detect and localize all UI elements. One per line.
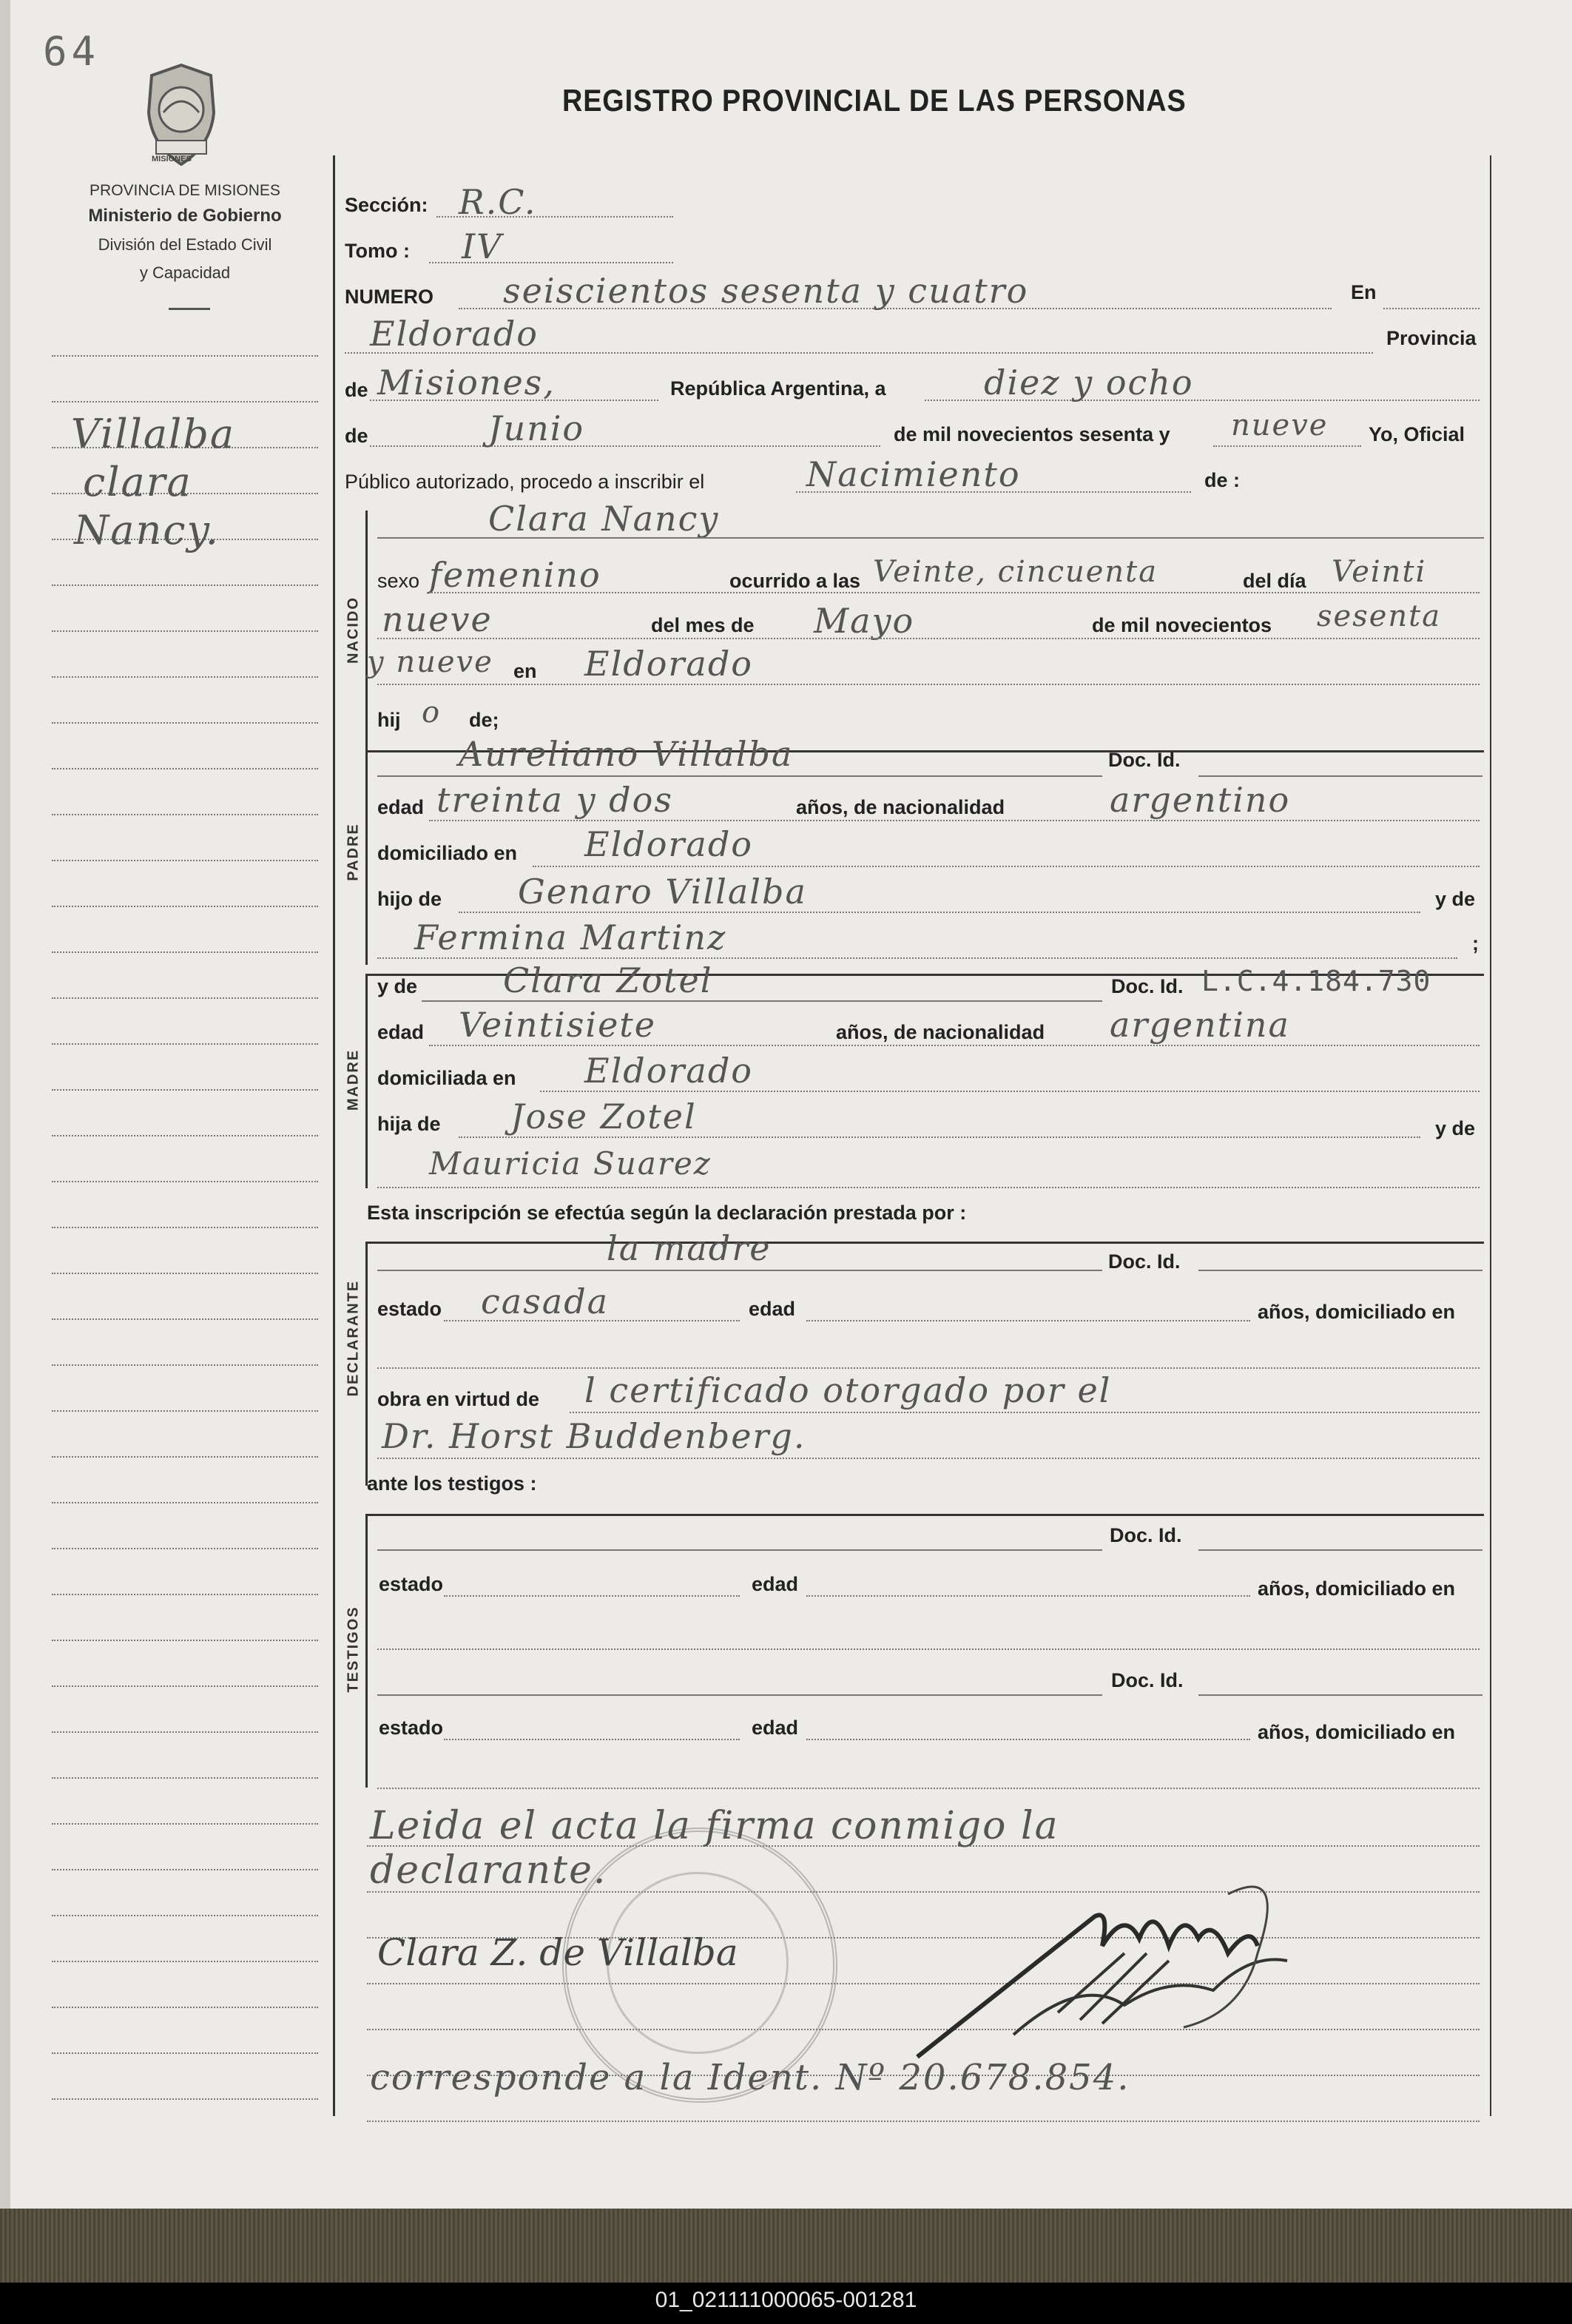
book-binding [0, 2209, 1572, 2283]
madre-hija-line [459, 1136, 1420, 1138]
margin-rule [52, 906, 318, 907]
lugar-value: Eldorado [370, 314, 539, 354]
declarante-dom-line [377, 1367, 1480, 1369]
margin-rule [52, 1181, 318, 1182]
declarante-estado-label: estado [377, 1298, 442, 1320]
obra-value-cont: Dr. Horst Buddenberg. [382, 1416, 806, 1456]
cierre-line-1: Leida el acta la firma conmigo la [370, 1804, 1059, 1848]
sexo-line [429, 592, 1480, 593]
padre-edad-value: treinta y dos [436, 780, 673, 820]
nac-anio-value: sesenta [1317, 599, 1442, 633]
fecha-mes-line [370, 445, 880, 447]
madre-edad-label: edad [377, 1021, 425, 1043]
madre-y-de-label: y de [377, 975, 418, 997]
declarante-estado-line [444, 1320, 740, 1321]
footer-image-id: 01_021111000065-001281 [655, 2288, 917, 2312]
madre-dom-label: domiciliada en [377, 1067, 516, 1089]
madre-dom-value: Eldorado [584, 1051, 753, 1091]
margin-rule [52, 1135, 318, 1136]
madre-nac-label: años, de nacionalidad [836, 1021, 1045, 1043]
ministry-name: Ministerio de Gobierno [88, 206, 282, 226]
provincia-value: Misiones, [377, 363, 556, 403]
republica-label: República Argentina, a [670, 377, 886, 400]
padre-hijo-label: hijo de [377, 888, 442, 910]
padre-edad-label: edad [377, 796, 425, 818]
margin-rule [52, 1410, 318, 1412]
ministry-capacity: y Capacidad [139, 263, 231, 282]
tomo-label: Tomo : [345, 240, 410, 262]
testigo1-doc-label: Doc. Id. [1110, 1524, 1182, 1546]
padre-madre: Fermina Martinz [414, 917, 727, 957]
declarante-edad-line [806, 1320, 1250, 1321]
padre-rule [365, 750, 368, 965]
madre-doc-value: L.C.4.184.730 [1201, 965, 1431, 997]
en-label: En [1351, 281, 1377, 303]
testigos-top-rule [367, 1514, 1484, 1516]
padre-hijo-line [459, 912, 1420, 913]
madre-madre: Mauricia Suarez [429, 1145, 712, 1182]
nacido-rule [365, 511, 368, 762]
ministry-divider [169, 308, 210, 310]
dia-label: del día [1243, 570, 1306, 592]
tomo-value: IV [462, 226, 503, 266]
nacido-nombre-line [377, 537, 1484, 539]
page-number: 64 [43, 28, 101, 75]
padre-dom-value: Eldorado [584, 824, 753, 864]
margin-rule [52, 2098, 318, 2100]
margin-rule [52, 952, 318, 953]
declarante-nombre-line [377, 1270, 1102, 1271]
margin-rule [52, 676, 318, 678]
declarante-estado-value: casada [481, 1281, 610, 1321]
declarante-top-rule [367, 1242, 1484, 1244]
testigo2-doc-label: Doc. Id. [1111, 1669, 1184, 1691]
padre-dom-label: domiciliado en [377, 842, 518, 864]
margin-rule [52, 1685, 318, 1687]
margin-surname: Villalba [71, 411, 236, 457]
madre-padre: Jose Zotel [510, 1097, 697, 1136]
mes-value: Mayo [814, 601, 915, 641]
margin-rule [52, 1594, 318, 1595]
margin-rule [52, 1318, 318, 1320]
cierre-line-2: declarante. [370, 1848, 607, 1893]
madre-edad-line [429, 1045, 1480, 1046]
margin-rule [52, 1777, 318, 1779]
padre-label: PADRE [345, 823, 362, 881]
padre-nombre: Aureliano Villalba [459, 734, 794, 774]
declarante-nombre: la madre [607, 1228, 772, 1268]
margin-rule [52, 1043, 318, 1045]
margin-rule [52, 630, 318, 632]
padre-semicolon: ; [1472, 932, 1479, 954]
margin-rule [52, 2052, 318, 2054]
seal-text: MISIONES [152, 155, 192, 164]
obra-line-2 [377, 1458, 1480, 1459]
testigo2-estado-line [444, 1739, 740, 1740]
de-label-3: de : [1204, 469, 1241, 491]
margin-rule [52, 1869, 318, 1870]
margin-rule [52, 1548, 318, 1549]
margin-rule [52, 1915, 318, 1916]
ministry-province: PROVINCIA DE MISIONES [90, 182, 280, 199]
margin-rule [52, 401, 318, 403]
hij-label: hij [377, 709, 401, 731]
padre-doc-line [1198, 775, 1482, 777]
margin-rule [52, 768, 318, 769]
padre-nombre-line [377, 775, 1102, 777]
testigo1-edad-line [806, 1595, 1250, 1597]
seccion-label: Sección: [345, 194, 428, 216]
testigo1-estado-label: estado [379, 1573, 444, 1595]
obra-label: obra en virtud de [377, 1388, 540, 1410]
declarante-anios-label: años, domiciliado en [1258, 1301, 1456, 1323]
nac-lugar-value: Eldorado [584, 644, 753, 684]
officer-signature-icon [903, 1865, 1317, 2072]
testigo2-doc-line [1198, 1694, 1482, 1696]
cierre-nota: corresponde a la Ident. Nº 20.678.854. [370, 2057, 1130, 2098]
madre-label: MADRE [345, 1048, 362, 1111]
testigo2-edad-label: edad [752, 1717, 799, 1739]
testigo1-estado-line [444, 1595, 740, 1597]
declarante-edad-label: edad [749, 1298, 796, 1320]
main-left-rule [333, 155, 335, 2116]
margin-name: clara [83, 459, 192, 505]
nac-en-label: en [513, 660, 537, 682]
closing-rule [367, 2121, 1480, 2122]
margin-rule [52, 1502, 318, 1503]
testigo1-nombre-line [377, 1549, 1102, 1551]
padre-nac-value: argentino [1110, 780, 1291, 820]
numero-value: seiscientos sesenta y cuatro [503, 271, 1029, 311]
margin-rule [52, 355, 318, 357]
padre-padre: Genaro Villalba [518, 872, 807, 912]
main-right-rule [1490, 155, 1491, 2116]
mes-label: del mes de [651, 614, 755, 636]
margin-rule [52, 1823, 318, 1825]
declarante-doc-line [1198, 1270, 1482, 1271]
de-label-2: de [345, 425, 368, 447]
hij-de-label: de; [469, 709, 499, 731]
margin-rule [52, 1227, 318, 1228]
en-line [1383, 308, 1480, 309]
hij-value: o [422, 695, 442, 730]
testigo2-estado-label: estado [379, 1717, 444, 1739]
margin-rule [52, 1089, 318, 1091]
ocurrido-label: ocurrido a las [729, 570, 861, 592]
padre-madre-line [377, 957, 1457, 959]
margin-rule [52, 814, 318, 815]
testigo2-dom-line [377, 1788, 1480, 1789]
margin-rule [52, 2007, 318, 2008]
seccion-value: R.C. [459, 182, 537, 222]
fecha-dia-value: diez y ocho [984, 363, 1194, 403]
madre-nombre: Clara Zotel [503, 960, 713, 1000]
madre-edad-value: Veintisiete [459, 1005, 657, 1045]
padre-dom-line [533, 866, 1480, 867]
testigos-intro: ante los testigos : [367, 1472, 537, 1495]
margin-rule [52, 585, 318, 586]
margin-rule [52, 1364, 318, 1366]
padre-y-de-label: y de [1435, 888, 1476, 910]
firma-declarante: Clara Z. de Villalba [377, 1931, 738, 1974]
hora-value: Veinte, cincuenta [873, 555, 1158, 589]
testigo2-edad-line [806, 1739, 1250, 1740]
mes-line [377, 638, 1480, 639]
margin-rule [52, 1731, 318, 1733]
declarante-rule [365, 1242, 368, 1486]
sexo-value: femenino [429, 555, 601, 595]
fecha-mes-value: Junio [488, 408, 585, 448]
page-title: REGISTRO PROVINCIAL DE LAS PERSONAS [562, 83, 1187, 118]
declaracion-intro: Esta inscripción se efectúa según la declaración prestada por : [367, 1202, 967, 1224]
madre-hija-label: hija de [377, 1113, 441, 1135]
margin-rule [52, 860, 318, 861]
publico-label: Público autorizado, procedo a inscribir el [345, 471, 705, 493]
padre-nac-label: años, de nacionalidad [796, 796, 1005, 818]
de-label-1: de [345, 379, 368, 401]
padre-edad-line [429, 820, 1480, 821]
margin-rule [52, 1273, 318, 1274]
nac-anio-value-cont: y nueve [367, 645, 493, 679]
numero-label: NUMERO [345, 286, 434, 308]
sexo-label: sexo [377, 570, 420, 592]
margin-rule [52, 722, 318, 724]
declarante-label: DECLARANTE [345, 1279, 362, 1397]
nacido-label: NACIDO [345, 596, 362, 664]
nac-lugar-line [377, 684, 1480, 685]
nac-anio-label: de mil novecientos [1092, 614, 1272, 636]
oficial-label: Yo, Oficial [1369, 423, 1465, 445]
madre-nac-value: argentina [1110, 1005, 1290, 1045]
page-spine [0, 0, 10, 2209]
dia-value-cont: nueve [382, 599, 493, 639]
madre-madre-line [377, 1187, 1480, 1188]
testigo2-anios-label: años, domiciliado en [1258, 1721, 1456, 1743]
testigos-rule [365, 1514, 368, 1788]
madre-rule [365, 974, 368, 1188]
testigo1-edad-label: edad [752, 1573, 799, 1595]
madre-nombre-line [422, 1000, 1102, 1002]
madre-doc-label: Doc. Id. [1111, 975, 1184, 997]
anio-line [1213, 445, 1361, 447]
nacido-nombre: Clara Nancy [488, 499, 720, 539]
madre-y-de-label-2: y de [1435, 1117, 1476, 1139]
testigo1-anios-label: años, domiciliado en [1258, 1577, 1456, 1600]
provincia-label: Provincia [1386, 327, 1477, 349]
testigo1-doc-line [1198, 1549, 1482, 1551]
acto-value: Nacimiento [806, 454, 1021, 494]
testigos-label: TESTIGOS [345, 1606, 362, 1693]
anio-label: de mil novecientos sesenta y [894, 423, 1170, 445]
margin-rule [52, 1640, 318, 1641]
obra-value: l certificado otorgado por el [584, 1370, 1112, 1410]
padre-doc-label: Doc. Id. [1108, 749, 1181, 771]
margin-rule [52, 997, 318, 999]
margin-rule [52, 1961, 318, 1962]
anio-value: nueve [1231, 408, 1329, 442]
obra-line [570, 1412, 1480, 1413]
margin-rule [52, 1456, 318, 1458]
dia-value: Veinti [1332, 555, 1427, 589]
declarante-doc-label: Doc. Id. [1108, 1250, 1181, 1273]
madre-dom-line [540, 1091, 1480, 1092]
testigo2-nombre-line [377, 1694, 1102, 1696]
testigo1-dom-line [377, 1648, 1480, 1650]
ministry-division: División del Estado Civil [98, 235, 272, 254]
margin-middle-name: Nancy. [74, 507, 220, 553]
